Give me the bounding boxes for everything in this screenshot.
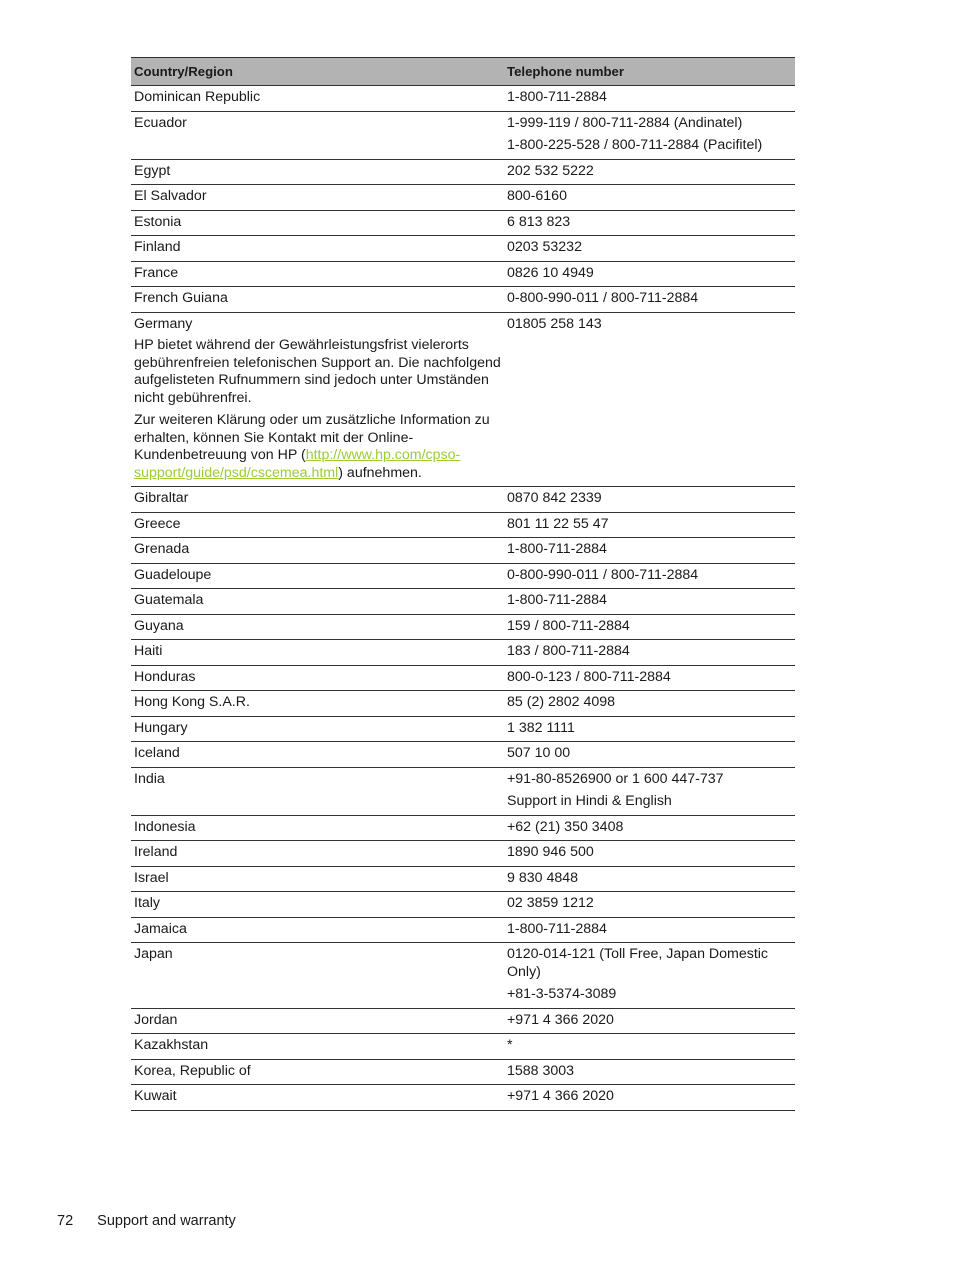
- country-name: Korea, Republic of: [134, 1062, 251, 1079]
- phone-cell: [504, 1059, 795, 1085]
- country-cell: [131, 665, 504, 691]
- page-number: 72: [57, 1213, 74, 1229]
- phone-number: 202 532 5222: [507, 162, 594, 179]
- country-name: Israel: [134, 869, 169, 886]
- online-support-link[interactable]: http://www.hp.com/cpso-support/guide/psd/cscemea.html: [134, 447, 461, 481]
- phone-cell: [504, 487, 795, 513]
- phone-cell: [504, 815, 795, 841]
- table-row: [131, 716, 795, 742]
- table-row: [131, 185, 795, 211]
- country-name: Grenada: [134, 541, 190, 557]
- country-name: Guatemala: [134, 592, 204, 608]
- country-cell: [131, 1034, 504, 1060]
- table-row: [131, 841, 795, 867]
- phone-number: 800-6160: [507, 188, 567, 204]
- phone-number: Support in Hindi & English: [507, 793, 672, 809]
- phone-number: +91-80-8526900 or 1 600 447-737: [507, 770, 724, 787]
- phone-number: 1-800-711-2884: [507, 89, 607, 105]
- country-cell: [131, 86, 504, 112]
- table-header-row: [131, 58, 795, 86]
- country-name: Greece: [134, 515, 181, 532]
- table-row: [131, 691, 795, 717]
- country-name: Haiti: [134, 643, 163, 659]
- country-cell: [131, 892, 504, 918]
- country-name: India: [134, 770, 165, 787]
- table-row: [131, 640, 795, 666]
- phone-number: 800-0-123 / 800-711-2884: [507, 668, 671, 685]
- phone-number: 0826 10 4949: [507, 264, 594, 281]
- phone-cell: [504, 589, 795, 615]
- country-name: Guadeloupe: [134, 566, 212, 583]
- phone-cell: [504, 767, 795, 815]
- table-row: [131, 538, 795, 564]
- table-row: [131, 287, 795, 313]
- phone-number: 1-800-711-2884: [507, 592, 607, 608]
- phone-cell: [504, 563, 795, 589]
- table-row: [131, 111, 795, 159]
- country-name: French Guiana: [134, 290, 228, 306]
- table-row: [131, 815, 795, 841]
- country-cell: [131, 261, 504, 287]
- phone-number: 1588 3003: [507, 1062, 575, 1079]
- country-name: Dominican Republic: [134, 89, 261, 105]
- phone-number: +971 4 366 2020: [507, 1088, 614, 1104]
- phone-cell: [504, 691, 795, 717]
- table-row: [131, 1059, 795, 1085]
- page-footer: [57, 1213, 236, 1229]
- phone-cell: [504, 917, 795, 943]
- phone-cell: [504, 538, 795, 564]
- table-row: [131, 917, 795, 943]
- phone-cell: [504, 716, 795, 742]
- country-cell: [131, 815, 504, 841]
- phone-cell: [504, 1085, 795, 1111]
- table-row: [131, 767, 795, 815]
- country-name: Estonia: [134, 213, 182, 230]
- country-name: Kazakhstan: [134, 1037, 209, 1053]
- table-row: [131, 159, 795, 185]
- table-row: [131, 892, 795, 918]
- germany-note-1: HP bietet während der Gewährleistungsfrist vielerorts gebührenfreien telefonischen Support an. Die nachfolgend aufgelisteten Rufnummern sind jedoch unter Umständen nicht gebührenfrei.: [134, 337, 501, 406]
- country-cell: [131, 614, 504, 640]
- country-name: Indonesia: [134, 818, 196, 835]
- phone-number: 01805 258 143: [507, 315, 602, 332]
- country-cell: [131, 236, 504, 262]
- phone-number: 0-800-990-011 / 800-711-2884: [507, 290, 699, 306]
- phone-cell: [504, 236, 795, 262]
- country-cell: [131, 563, 504, 589]
- germany-note-2-prefix: Zur weiteren Klärung oder um zusätzliche Information zu erhalten, können Sie Kontakt mit der Online-Kundenbetreuung von HP (: [134, 412, 490, 463]
- table-row: [131, 1008, 795, 1034]
- phone-number: +81-3-5374-3089: [507, 986, 617, 1002]
- country-name: Jamaica: [134, 920, 187, 937]
- phone-cell: [504, 841, 795, 867]
- country-cell: [131, 767, 504, 815]
- country-cell: [131, 512, 504, 538]
- table-row: [131, 512, 795, 538]
- country-cell: [131, 691, 504, 717]
- phone-number: 6 813 823: [507, 213, 571, 230]
- table-row: [131, 261, 795, 287]
- country-name: Hong Kong S.A.R.: [134, 694, 250, 710]
- country-cell: [131, 487, 504, 513]
- phone-number: +971 4 366 2020: [507, 1011, 614, 1028]
- country-cell: [131, 866, 504, 892]
- phone-number: 1-800-225-528 / 800-711-2884 (Pacifitel): [507, 137, 763, 153]
- table-row: [131, 236, 795, 262]
- table-row: [131, 866, 795, 892]
- phone-cell: [504, 287, 795, 313]
- country-name: Iceland: [134, 745, 180, 761]
- country-cell: [131, 742, 504, 768]
- country-cell: [131, 1008, 504, 1034]
- phone-number: 801 11 22 55 47: [507, 515, 609, 532]
- phone-number: 507 10 00: [507, 745, 571, 761]
- country-name: El Salvador: [134, 188, 207, 204]
- column-header-phone: Telephone number: [504, 58, 795, 86]
- phone-number: 02 3859 1212: [507, 895, 594, 911]
- phone-cell: [504, 943, 795, 1009]
- germany-note-2-suffix: ) aufnehmen.: [338, 464, 422, 481]
- country-cell: [131, 1085, 504, 1111]
- phone-cell: [504, 614, 795, 640]
- table-row: [131, 487, 795, 513]
- country-cell: [131, 312, 504, 487]
- table-row: [131, 614, 795, 640]
- table-row: [131, 589, 795, 615]
- phone-number: 183 / 800-711-2884: [507, 643, 630, 659]
- phone-number: 1890 946 500: [507, 844, 594, 860]
- country-name: Jordan: [134, 1011, 178, 1028]
- country-cell: [131, 1059, 504, 1085]
- phone-number: 0203 53232: [507, 239, 582, 255]
- table-row: [131, 1085, 795, 1111]
- phone-cell: [504, 742, 795, 768]
- phone-number: 0870 842 2339: [507, 490, 602, 506]
- phone-cell: [504, 185, 795, 211]
- telephone-table: [131, 57, 795, 1111]
- country-name: Egypt: [134, 162, 171, 179]
- phone-number: 9 830 4848: [507, 869, 579, 886]
- country-name: Ireland: [134, 844, 178, 860]
- germany-note-2: [134, 412, 501, 482]
- column-header-country: Country/Region: [131, 58, 504, 86]
- country-cell: [131, 185, 504, 211]
- phone-cell: [504, 1034, 795, 1060]
- table-row: [131, 563, 795, 589]
- country-cell: [131, 159, 504, 185]
- country-name: Honduras: [134, 668, 196, 685]
- phone-cell: [504, 86, 795, 112]
- phone-cell: [504, 261, 795, 287]
- country-name: Hungary: [134, 719, 188, 736]
- country-name: Finland: [134, 239, 181, 255]
- country-name: Gibraltar: [134, 490, 189, 506]
- phone-cell: [504, 1008, 795, 1034]
- country-name: Guyana: [134, 617, 184, 634]
- country-name: Italy: [134, 895, 161, 911]
- country-cell: [131, 917, 504, 943]
- country-cell: [131, 943, 504, 1009]
- country-name: Kuwait: [134, 1088, 177, 1104]
- country-cell: [131, 716, 504, 742]
- footer-section-title: Support and warranty: [97, 1213, 236, 1229]
- country-name: Ecuador: [134, 114, 187, 131]
- phone-number: 0-800-990-011 / 800-711-2884: [507, 566, 699, 583]
- country-cell: [131, 111, 504, 159]
- country-cell: [131, 589, 504, 615]
- phone-cell: [504, 892, 795, 918]
- phone-cell: [504, 111, 795, 159]
- phone-number: 85 (2) 2802 4098: [507, 694, 616, 710]
- phone-number: 1-999-119 / 800-711-2884 (Andinatel): [507, 114, 743, 131]
- country-cell: [131, 210, 504, 236]
- table-row: [131, 86, 795, 112]
- phone-cell: [504, 512, 795, 538]
- phone-cell: [504, 210, 795, 236]
- phone-number: *: [507, 1037, 513, 1053]
- phone-number: 0120-014-121 (Toll Free, Japan Domestic Only): [507, 946, 769, 980]
- phone-number: 159 / 800-711-2884: [507, 617, 630, 634]
- phone-number: 1 382 1111: [507, 719, 575, 736]
- table-row: [131, 312, 795, 487]
- country-name: Germany: [134, 315, 193, 332]
- country-cell: [131, 841, 504, 867]
- country-name: Japan: [134, 946, 173, 962]
- phone-cell: [504, 312, 795, 487]
- country-cell: [131, 538, 504, 564]
- table-row: [131, 665, 795, 691]
- phone-cell: [504, 159, 795, 185]
- country-cell: [131, 640, 504, 666]
- phone-number: +62 (21) 350 3408: [507, 818, 624, 835]
- table-row: [131, 210, 795, 236]
- country-name: France: [134, 264, 179, 281]
- phone-number: 1-800-711-2884: [507, 541, 607, 557]
- phone-cell: [504, 866, 795, 892]
- phone-cell: [504, 640, 795, 666]
- country-cell: [131, 287, 504, 313]
- phone-cell: [504, 665, 795, 691]
- phone-number: 1-800-711-2884: [507, 920, 607, 937]
- table-row: [131, 742, 795, 768]
- table-row: [131, 943, 795, 1009]
- table-row: [131, 1034, 795, 1060]
